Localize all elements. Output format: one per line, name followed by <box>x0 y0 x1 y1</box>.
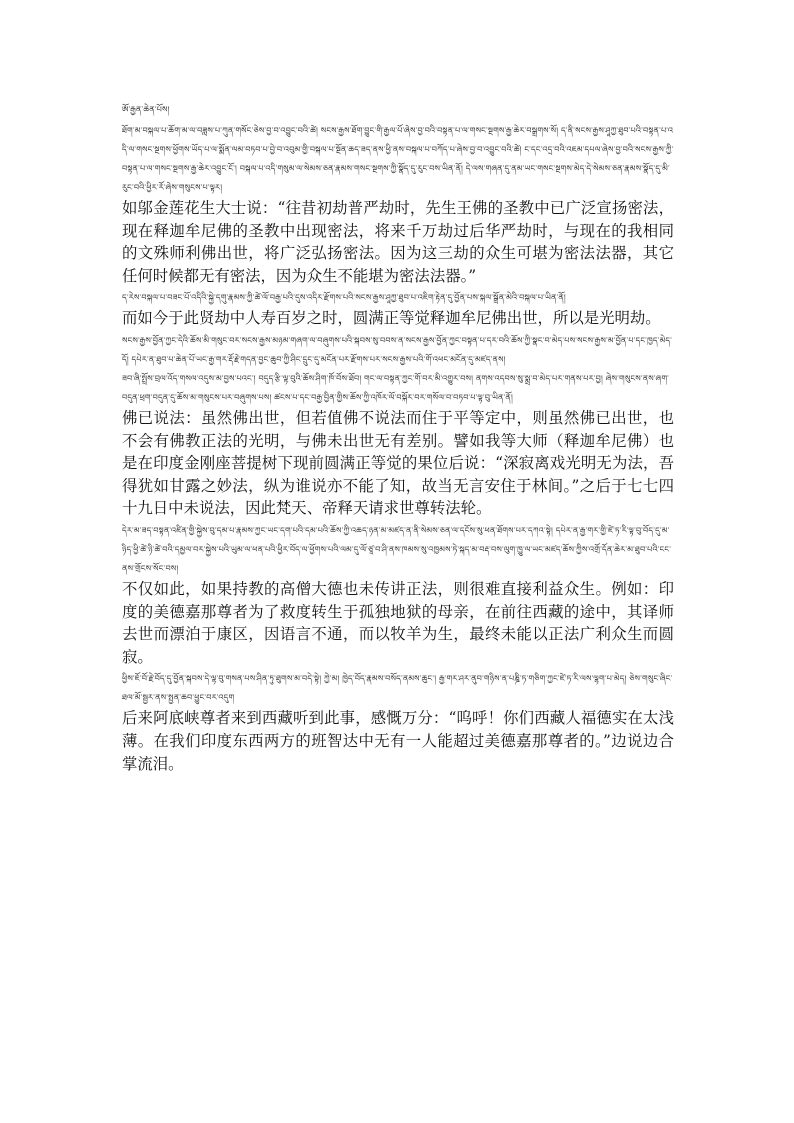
tibetan-paragraph: ཕྱིས་ཇོ་བོ་རྗེ་བོད་དུ་བྱོན་སྐབས་དེ་ལྟ་བུ་གསན་པས་ཤིན་ཏུ་ཐུགས་མ་བདེ་སྟེ། ཀྱེ་མ། ཁྱེད་བོད་རྣམས་བསོད་ནམས་ཆུང་། རྒྱ་གར་ཤར་ནུབ་གཉིས་ན་པཎྜི་ཏ་གཅིག་ཀྱང་ཛེ་ཏ་རི་ལས་ལྷག་པ་མེད། ཅེས་གསུང་ཞིང་ཐལ་མོ་སྦྱར་ནས་སྤྱན་ཆབ་ཕྱུང་བར་འདུག <box>122 674 673 703</box>
tibetan-paragraph: སངས་རྒྱས་བྱོན་ཀྱང་དེའི་ཆོས་མི་གསུང་བར་སངས་རྒྱས་མཉམ་གཞག་ལ་བཞུགས་པའི་སྐབས་སུ་བབས་ན་སངས་རྒྱས་བྱོན་ཀྱང་བསྟན་པ་དར་བའི་ཆོས་ཀྱི་སྣང་བ་མེད་པས་སངས་རྒྱས་མ་བྱོན་པ་དང་ཁྱད་མེད་དོ། དཔེར་ན་ཐུབ་པ་ཆེན་པོ་ཡང་རྒྱ་གར་རྡོ་རྗེ་གདན་བྱང་ཆུབ་ཀྱི་ཤིང་དྲུང་དུ་མངོན་པར་རྫོགས་པར་སངས་རྒྱས་པའི་གོ་འཕང་མངོན་དུ་མཛད་ནས། <box>122 335 673 364</box>
tibetan-paragraph: དེར་མ་ཟད་བསྟན་འཛིན་གྱི་སྐྱེས་བུ་དམ་པ་རྣམས་ཀྱང་ཡང་དག་པའི་དམ་པའི་ཆོས་ཀྱི་འཆད་ཉན་མ་མཛད་ན་ནི་སེམས་ཅན་ལ་དངོས་སུ་ཕན་ཐོགས་པར་དཀའ་སྟེ། དཔེར་ན་རྒྱ་གར་གྱི་ཛེ་ཏ་རི་ལྟ་བུ་བོད་དུ་མ་ཉིད་ཕྱི་ཚེ་ཉི་ཚེ་བའི་དམྱལ་བར་སྐྱེས་པའི་ཡུམ་ལ་ཕན་པའི་ཕྱིར་བོད་ལ་ཕྱོགས་པའི་ལམ་དུ་ལོ་ཙཱ་བ་ཤི་ནས་ཁམས་སུ་འཁྱམས་ཏེ་སྐད་མ་བརྡ་བས་ལུག་ཁྱུ་ལ་ཡང་མཛད་ཆོས་ཀྱིས་འགྲོ་དོན་ཆེར་མ་ཐུབ་པའི་ངང་ནས་གྲོངས་སོང་བས། <box>122 525 672 573</box>
tibetan-paragraph: ད་རེས་བསྐལ་པ་བཟང་པོ་འདིའི་སྐྱེ་དགུ་རྣམས་ཀྱི་ཚེ་ལོ་བརྒྱ་པའི་དུས་འདིར་རྫོགས་པའི་སངས་རྒྱས་ཤཱཀྱ་ཐུབ་པ་འཇིག་རྟེན་དུ་བྱོན་པས་སྐལ་སྒྲོན་མེའི་བསྐལ་པ་ཡིན་ནོ། <box>122 293 566 303</box>
tibetan-heading: ཨོ་རྒྱན་ཆེན་པོས། <box>122 105 170 114</box>
tibetan-paragraph: ཟབ་ཞི་སྤྲོས་བྲལ་འོད་གསལ་འདུས་མ་བྱས་པའང་། བདུད་རྩི་ལྟ་བུའི་ཆོས་ཤིག་ཁོ་བོས་ཐོབ། གང་ལ་བསྟན་ཀྱང་གོ་བར་མི་འགྱུར་བས། ནགས་འདབས་སུ་སྨྲ་བ་མེད་པར་གནས་པར་བྱ། ཞེས་གསུངས་ནས་ཞག་བདུན་ཕྲག་བདུན་དུ་ཆོས་མ་གསུངས་པར་བཞུགས་པས། ཚངས་པ་དང་བརྒྱ་བྱིན་གྱིས་ཆོས་ཀྱི་འཁོར་ལོ་བསྐོར་བར་གསོལ་བ་བཏབ་པ་ལྟ་བུ་ཡིན་ནོ། <box>122 373 670 402</box>
document-page <box>122 100 674 776</box>
chinese-paragraph: 如邬金莲花生大士说：“往昔初劫普严劫时，先生王佛的圣教中已广泛宣扬密法，现在释迦牟尼佛的圣教中出现密法，将来千万劫过后华严劫时，与现在的我相同的文殊师利佛出世，将广泛弘扬密法。因为这三劫的众生可堪为密法法器，其它任何时候都无有密法，因为众生不能堪为密法法器。” <box>122 199 674 285</box>
tibetan-paragraph: ཐོག་མ་བསྐལ་པ་ཆོག་མ་ལ་བཟླས་པ་ཀུན་གསོང་ཅེས་བྱ་བ་འབྱུང་བའི་ཚེ། སངས་རྒྱས་ཐོག་བྱུང་གི་རྒྱལ་པོ་ཞེས་བྱ་བའི་བསྟན་པ་ལ་གསང་སྔགས་རྒྱ་ཆེར་བསྒྲགས་སོ། ད་ནི་སངས་རྒྱས་ཤཱཀྱ་ཐུབ་པའི་བསྟན་པ་འདི་ལ་གསང་སྔགས་ཕྱོགས་ཡོད་པ་ལ་སྨོན་ལམ་བཏབ་པ་བྱེ་བ་འབུམ་གྱི་བསྐལ་པ་སྔོན་ཆད་ཟད་ནས་ཕྱི་ནས་བསྐལ་པ་བཀོད་པ་ཞེས་བྱ་བ་འབྱུང་བའི་ཚེ། ང་དང་འདྲ་བའི་འཇམ་དཔལ་ཞེས་བྱ་བའི་སངས་རྒྱས་ཀྱི་བསྟན་པ་ལ་གསང་སྔགས་རྒྱ་ཆེར་འབྱུང་ངོ་། བསྐལ་པ་འདི་གསུམ་ལ་སེམས་ཅན་རྣམས་གསང་སྔགས་ཀྱི་སྣོད་དུ་རུང་བས་ཡིན་ནོ། དེ་ལས་གཞན་དུ་ནམ་ཡང་གསང་སྔགས་མེད་དེ་སེམས་ཅན་རྣམས་སྣོད་དུ་མི་རུང་བའི་ཕྱིར་རོ་ཞེས་གསུངས་པ་ལྟར། <box>122 126 674 192</box>
chinese-paragraph: 不仅如此，如果持教的高僧大德也未传讲正法，则很难直接利益众生。例如：印度的美德嘉那尊者为了救度转生于孤独地狱的母亲，在前往西藏的途中，其译师去世而漂泊于康区，因语言不通，而以牧羊为生，最终未能以正法广利众生而圆寂。 <box>122 579 674 666</box>
chinese-paragraph: 佛已说法：虽然佛出世，但若值佛不说法而住于平等定中，则虽然佛已出世，也不会有佛教正法的光明，与佛未出世无有差别。譬如我等大师（释迦牟尼佛）也是在印度金刚座菩提树下现前圆满正等觉的果位后说：“深寂离戏光明无为法，吾得犹如甘露之妙法，纵为谁说亦不能了知，故当无言安住于林间。”之后于七七四十九日中未说法，因此梵天、帝释天请求世尊转法轮。 <box>122 408 674 518</box>
chinese-paragraph: 而如今于此贤劫中人寿百岁之时，圆满正等觉释迦牟尼佛出世，所以是光明劫。 <box>122 309 661 328</box>
chinese-paragraph: 后来阿底峡尊者来到西藏听到此事，感慨万分：“呜呼！你们西藏人福德实在太浅薄。在我们印度东西两方的班智达中无有一人能超过美德嘉那尊者的。”边说边合掌流泪。 <box>122 709 674 773</box>
